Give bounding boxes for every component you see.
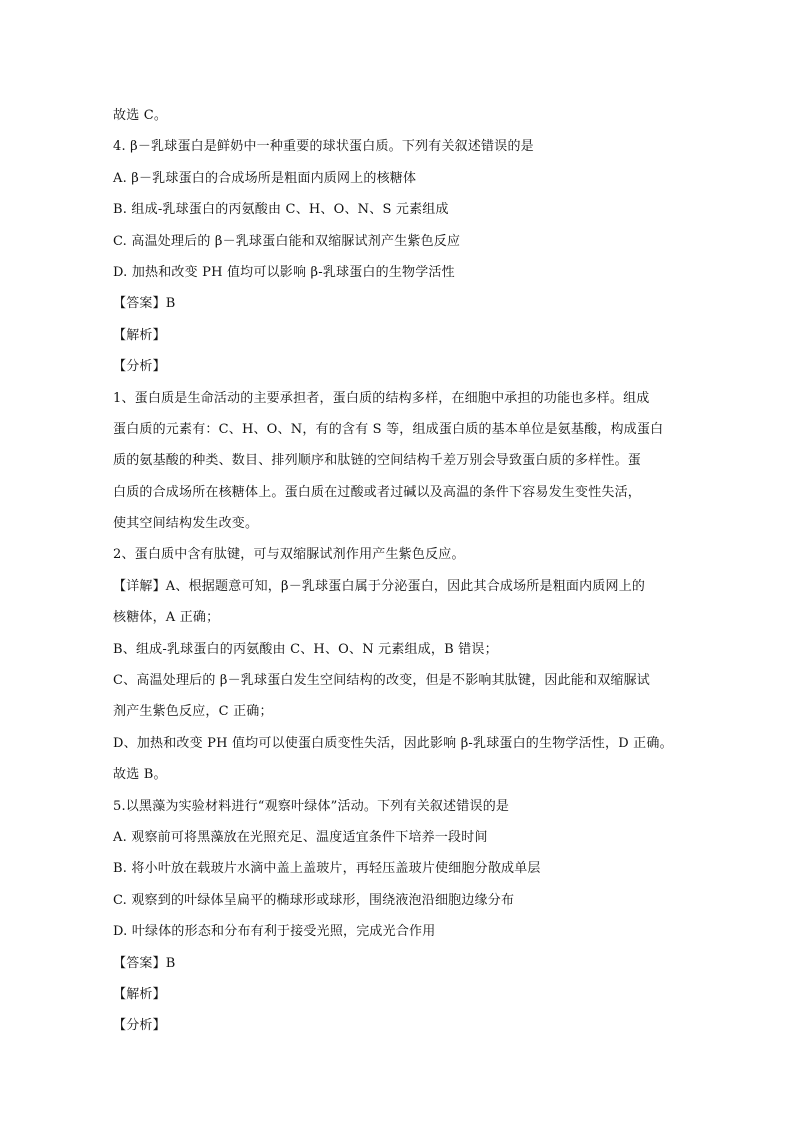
analysis-point-1-line: 白质的合成场所在核糖体上。蛋白质在过酸或者过碱以及高温的条件下容易发生变性失活， bbox=[113, 484, 642, 500]
question-5-stem: 5.以黑藻为实验材料进行“观察叶绿体”活动。下列有关叙述错误的是 bbox=[113, 798, 510, 814]
question-4-option-b: B. 组成-乳球蛋白的丙氨酸由 C、H、O、N、S 元素组成 bbox=[113, 202, 449, 218]
detail-a-line: 核糖体，A 正确； bbox=[113, 610, 220, 626]
question-4-fenxi-label: 【分析】 bbox=[113, 359, 166, 375]
question-4-stem: 4. β－乳球蛋白是鲜奶中一种重要的球状蛋白质。下列有关叙述错误的是 bbox=[113, 139, 534, 155]
question-5-answer: 【答案】B bbox=[113, 955, 176, 971]
question-4-answer: 【答案】B bbox=[113, 296, 176, 312]
question-4-analysis-point-2: 2、蛋白质中含有肽键，可与双缩脲试剂作用产生紫色反应。 bbox=[113, 547, 465, 563]
question-4-conclusion: 故选 B。 bbox=[113, 767, 167, 783]
question-4-analysis-label: 【解析】 bbox=[113, 327, 166, 343]
analysis-point-1-line: 1、蛋白质是生命活动的主要承担者，蛋白质的结构多样，在细胞中承担的功能也多样。组成 bbox=[113, 390, 650, 406]
question-4-detail-c bbox=[113, 665, 693, 728]
question-4-analysis-point-1 bbox=[113, 383, 693, 540]
question-5-option-d: D. 叶绿体的形态和分布有利于接受光照，完成光合作用 bbox=[113, 924, 436, 940]
question-4-detail-a bbox=[113, 571, 693, 634]
question-4-detail-b: B、组成-乳球蛋白的丙氨酸由 C、H、O、N 元素组成，B 错误； bbox=[113, 641, 498, 657]
question-5-analysis-label: 【解析】 bbox=[113, 986, 166, 1002]
detail-a-line: 【详解】A、根据题意可知，β－乳球蛋白属于分泌蛋白，因此其合成场所是粗面内质网上的 bbox=[113, 578, 646, 594]
question-5-option-b: B. 将小叶放在载玻片水滴中盖上盖玻片，再轻压盖玻片使细胞分散成单层 bbox=[113, 861, 541, 877]
document-page bbox=[113, 100, 693, 1042]
question-4-option-c: C. 高温处理后的 β－乳球蛋白能和双缩脲试剂产生紫色反应 bbox=[113, 233, 461, 249]
analysis-point-1-line: 使其空间结构发生改变。 bbox=[113, 516, 259, 532]
analysis-point-1-line: 蛋白质的元素有：C、H、O、N，有的含有 S 等，组成蛋白质的基本单位是氨基酸，构成蛋白 bbox=[113, 421, 664, 437]
question-5-option-a: A. 观察前可将黑藻放在光照充足、温度适宜条件下培养一段时间 bbox=[113, 829, 488, 845]
question-5-fenxi-label: 【分析】 bbox=[113, 1018, 166, 1034]
question-4-detail-d: D、加热和改变 PH 值均可以使蛋白质变性失活，因此影响 β-乳球蛋白的生物学活性，D 正确。 bbox=[113, 735, 673, 751]
detail-c-line: C、高温处理后的 β－乳球蛋白发生空间结构的改变，但是不影响其肽键，因此能和双缩脲试 bbox=[113, 673, 650, 689]
previous-conclusion: 故选 C。 bbox=[113, 108, 168, 123]
analysis-point-1-line: 质的氨基酸的种类、数目、排列顺序和肽链的空间结构千差万别会导致蛋白质的多样性。蛋 bbox=[113, 453, 642, 469]
question-4-option-d: D. 加热和改变 PH 值均可以影响 β-乳球蛋白的生物学活性 bbox=[113, 264, 455, 280]
question-4-option-a: A. β－乳球蛋白的合成场所是粗面内质网上的核糖体 bbox=[113, 170, 417, 186]
detail-c-line: 剂产生紫色反应，C 正确； bbox=[113, 704, 273, 720]
question-5-option-c: C. 观察到的叶绿体呈扁平的椭球形或球形，围绕液泡沿细胞边缘分布 bbox=[113, 892, 515, 908]
